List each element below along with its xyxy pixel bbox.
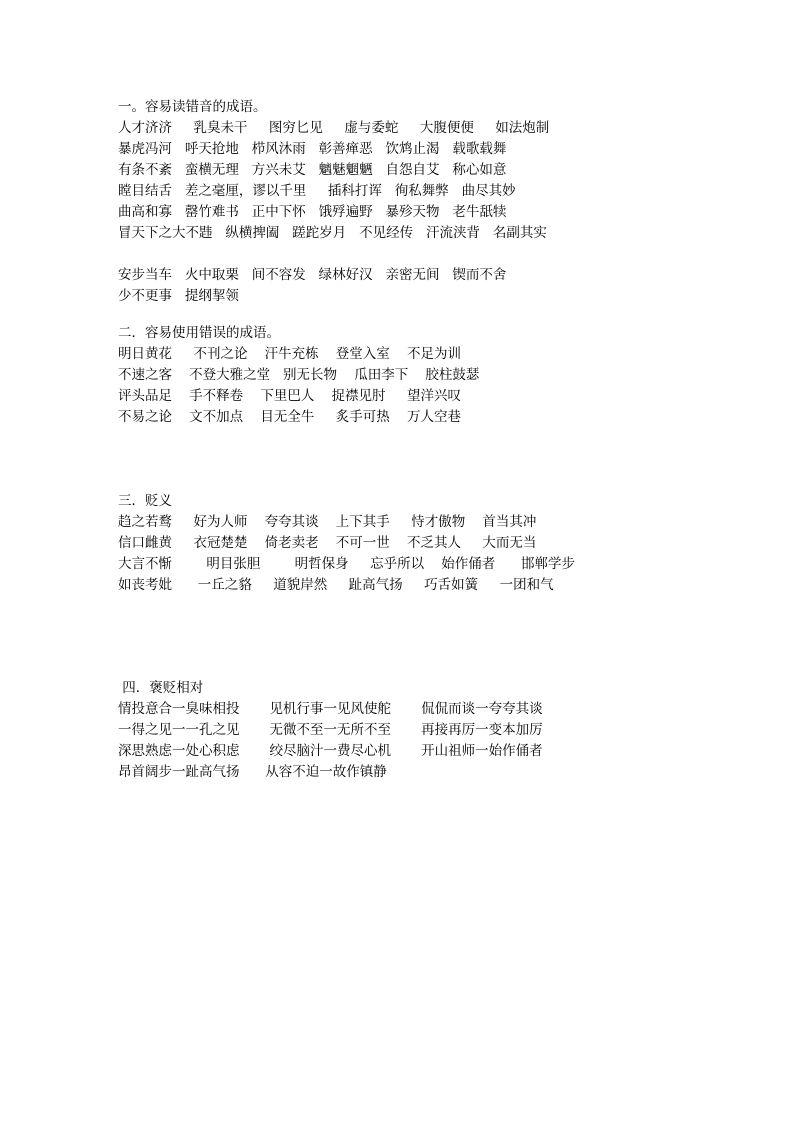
text-line: 人才济济 乳臭未干 图穷匕见 虚与委蛇 大腹便便 如法炮制 bbox=[118, 120, 550, 136]
text-line: 安步当车 火中取栗 间不容发 绿林好汉 亲密无间 锲而不舍 bbox=[118, 267, 507, 283]
text-line: 情投意合一臭味相投 见机行事一见风使舵 侃侃而谈一夸夸其谈 bbox=[118, 701, 543, 717]
text-line: 信口雌黄 衣冠楚楚 倚老卖老 不可一世 不乏其人 大而无当 bbox=[118, 535, 537, 551]
section-heading: 一。容易读错音的成语。 bbox=[118, 99, 267, 115]
section-heading: 三．贬义 bbox=[118, 493, 172, 509]
text-line: 暴虎冯河 呼天抢地 栉风沐雨 彰善瘅恶 饮鸩止渴 载歌载舞 bbox=[118, 141, 507, 157]
section-mispronounced-idioms bbox=[118, 97, 758, 307]
text-line: 大言不惭 明目张胆 明哲保身 忘乎所以 始作俑者 邯郸学步 bbox=[118, 556, 576, 572]
text-line: 有条不紊 蛮横无理 方兴未艾 魑魅魍魉 自怨自艾 称心如意 bbox=[118, 162, 507, 178]
text-line: 深思熟虑一处心积虑 绞尽脑汁一费尽心机 开山祖师一始作俑者 bbox=[118, 743, 543, 759]
text-line: 评头品足 手不释卷 下里巴人 捉襟见肘 望洋兴叹 bbox=[118, 388, 461, 404]
text-line: 明日黄花 不刊之论 汗牛充栋 登堂入室 不足为训 bbox=[118, 346, 461, 362]
text-line: 瞠目结舌 差之毫厘，谬以千里 插科打诨 徇私舞弊 曲尽其妙 bbox=[118, 183, 516, 199]
text-line: 少不更事 提纲挈领 bbox=[118, 288, 239, 304]
section-heading: 二．容易使用错误的成语。 bbox=[118, 325, 280, 341]
section-heading: 四．褒贬相对 bbox=[118, 680, 204, 696]
text-line: 不速之客 不登大雅之堂 别无长物 瓜田李下 胶柱鼓瑟 bbox=[118, 367, 480, 383]
section-derogatory-idioms bbox=[118, 491, 758, 596]
text-line: 昂首阔步一趾高气扬 从容不迫一故作镇静 bbox=[118, 764, 387, 780]
text-line: 冒天下之大不韪 纵横捭阖 蹉跎岁月 不见经传 汗流浃背 名副其实 bbox=[118, 225, 547, 241]
section-paired-idioms bbox=[118, 678, 758, 783]
section-misused-idioms bbox=[118, 323, 758, 428]
text-line: 如丧考妣 一丘之貉 道貌岸然 趾高气扬 巧舌如簧 一团和气 bbox=[118, 577, 554, 593]
text-line: 一得之见一一孔之见 无微不至一无所不至 再接再厉一变本加厉 bbox=[118, 722, 543, 738]
text-line: 不易之论 文不加点 目无全牛 炙手可热 万人空巷 bbox=[118, 409, 461, 425]
text-line: 趋之若鹜 好为人师 夸夸其谈 上下其手 恃才傲物 首当其冲 bbox=[118, 514, 537, 530]
text-line: 曲高和寡 罄竹难书 正中下怀 饿殍遍野 暴殄天物 老牛舐犊 bbox=[118, 204, 507, 220]
blank-line bbox=[118, 244, 758, 265]
